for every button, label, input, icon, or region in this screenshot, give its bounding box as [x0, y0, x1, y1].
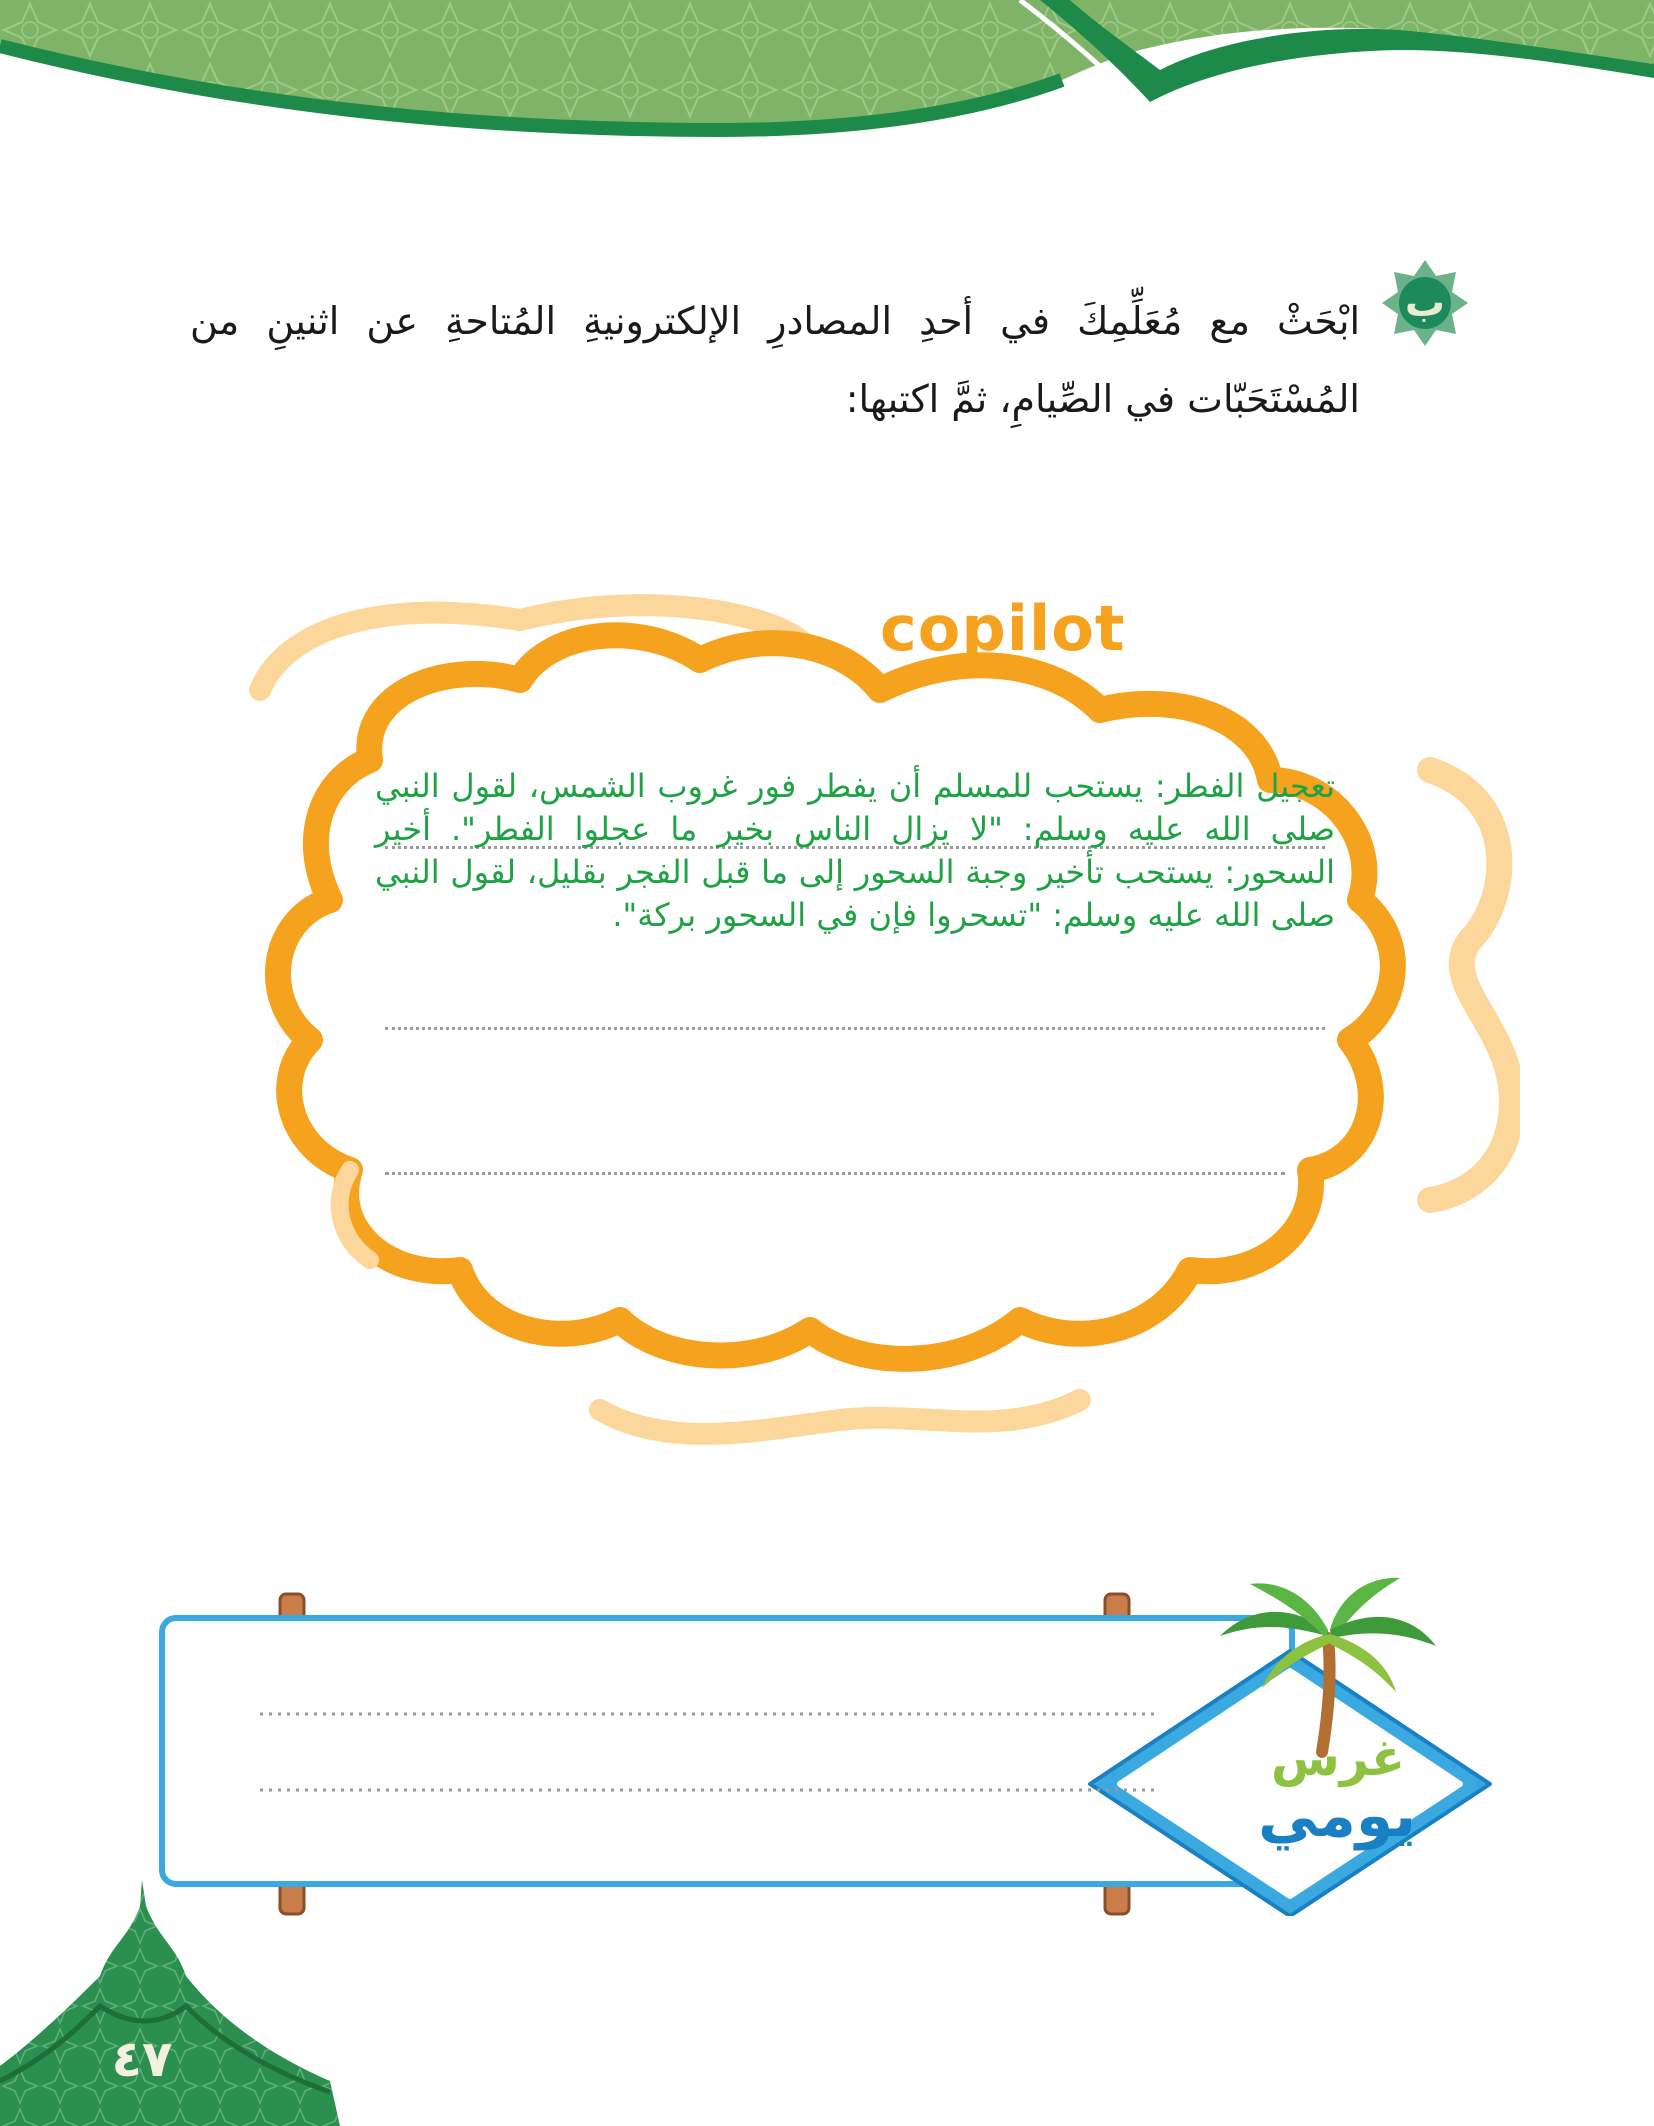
answer-writing-line: [385, 1172, 1285, 1175]
answer-text[interactable]: تعجيل الفطر: يستحب للمسلم أن يفطر فور غروب الشمس، لقول النبي صلى الله عليه وسلم: "لا يزال الناس بخير ما عجلوا الفطر". أخير السحور: يستحب تأخير وجبة السحور إلى ما قبل الفجر بقليل، لقول النبي صلى الله عليه وسلم: "تسحروا فإن في السحور بركة".: [375, 767, 1335, 934]
question-text: ابْحَثْ مع مُعَلِّمِكَ في أحدِ المصادرِ الإلكترونيةِ المُتاحةِ عن اثنينِ من المُسْتَحَبّات في الصِّيامِ، ثمَّ اكتبها:: [190, 299, 1360, 421]
answer-writing-line: [385, 1027, 1325, 1030]
question-letter: ب: [1404, 280, 1446, 326]
question-badge: [1380, 258, 1470, 348]
daily-title-bottom: يومي: [1258, 1781, 1416, 1851]
copilot-label: copilot: [880, 592, 1126, 665]
header-pattern-band: [0, 0, 1654, 160]
daily-title-top: غرس: [1270, 1729, 1406, 1787]
answer-cloud-frame: [200, 580, 1520, 1460]
page-number: ٤٧: [111, 2030, 173, 2088]
